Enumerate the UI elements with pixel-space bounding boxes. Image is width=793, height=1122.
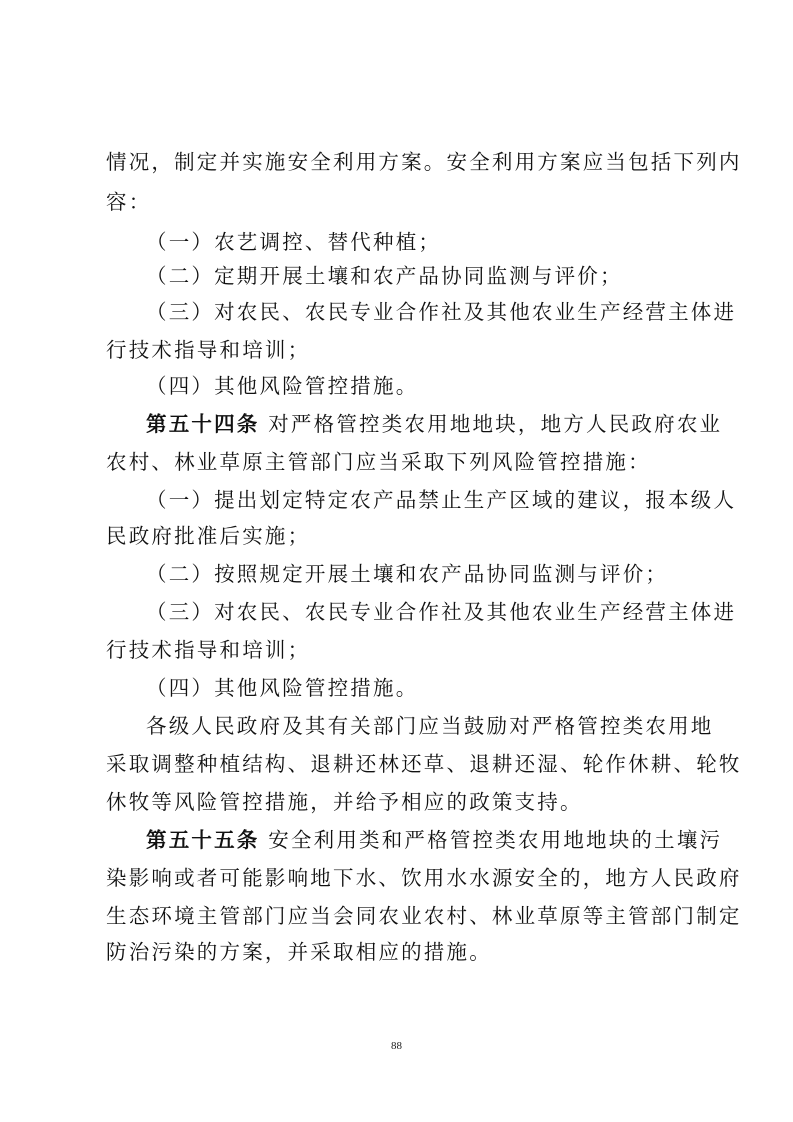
body-line: 防治污染的方案，并采取相应的措施。 [106, 940, 492, 964]
article-55-text: 安全利用类和严格管控类农用地地块的土壤污 [268, 828, 723, 852]
list-item: （二）按照规定开展土壤和农产品协同监测与评价； [146, 562, 669, 586]
article-54-paragraph-start [146, 410, 736, 438]
list-item: （三）对农民、农民专业合作社及其他农业生产经营主体进 [146, 300, 737, 324]
body-line: 行技术指导和培训； [106, 638, 311, 662]
article-54-text: 对严格管控类农用地地块，地方人民政府农业 [268, 412, 723, 436]
list-item: （一）农艺调控、替代种植； [146, 230, 442, 254]
body-line: 染影响或者可能影响地下水、饮用水水源安全的，地方人民政府 [106, 866, 742, 890]
body-line: 情况，制定并实施安全利用方案。安全利用方案应当包括下列内 [106, 150, 742, 174]
article-55-heading: 第五十五条 [146, 828, 260, 852]
list-item: （四）其他风险管控措施。 [146, 676, 419, 700]
list-item: （三）对农民、农民专业合作社及其他农业生产经营主体进 [146, 600, 737, 624]
paragraph-start: 各级人民政府及其有关部门应当鼓励对严格管控类农用地 [146, 714, 714, 738]
body-line: 容： [106, 190, 152, 214]
article-54-heading: 第五十四条 [146, 412, 260, 436]
body-line: 休牧等风险管控措施，并给予相应的政策支持。 [106, 790, 583, 814]
body-line: 民政府批准后实施； [106, 524, 311, 548]
list-item: （四）其他风险管控措施。 [146, 374, 419, 398]
body-line: 生态环境主管部门应当会同农业农村、林业草原等主管部门制定 [106, 904, 742, 928]
body-line: 行技术指导和培训； [106, 338, 311, 362]
list-item: （一）提出划定特定农产品禁止生产区域的建议，报本级人 [146, 488, 737, 512]
list-item: （二）定期开展土壤和农产品协同监测与评价； [146, 264, 623, 288]
page-number: 88 [391, 1040, 402, 1052]
article-55-paragraph-start [146, 826, 736, 854]
body-line: 农村、林业草原主管部门应当采取下列风险管控措施： [106, 450, 651, 474]
body-line: 采取调整种植结构、退耕还林还草、退耕还湿、轮作休耕、轮牧 [106, 752, 742, 776]
